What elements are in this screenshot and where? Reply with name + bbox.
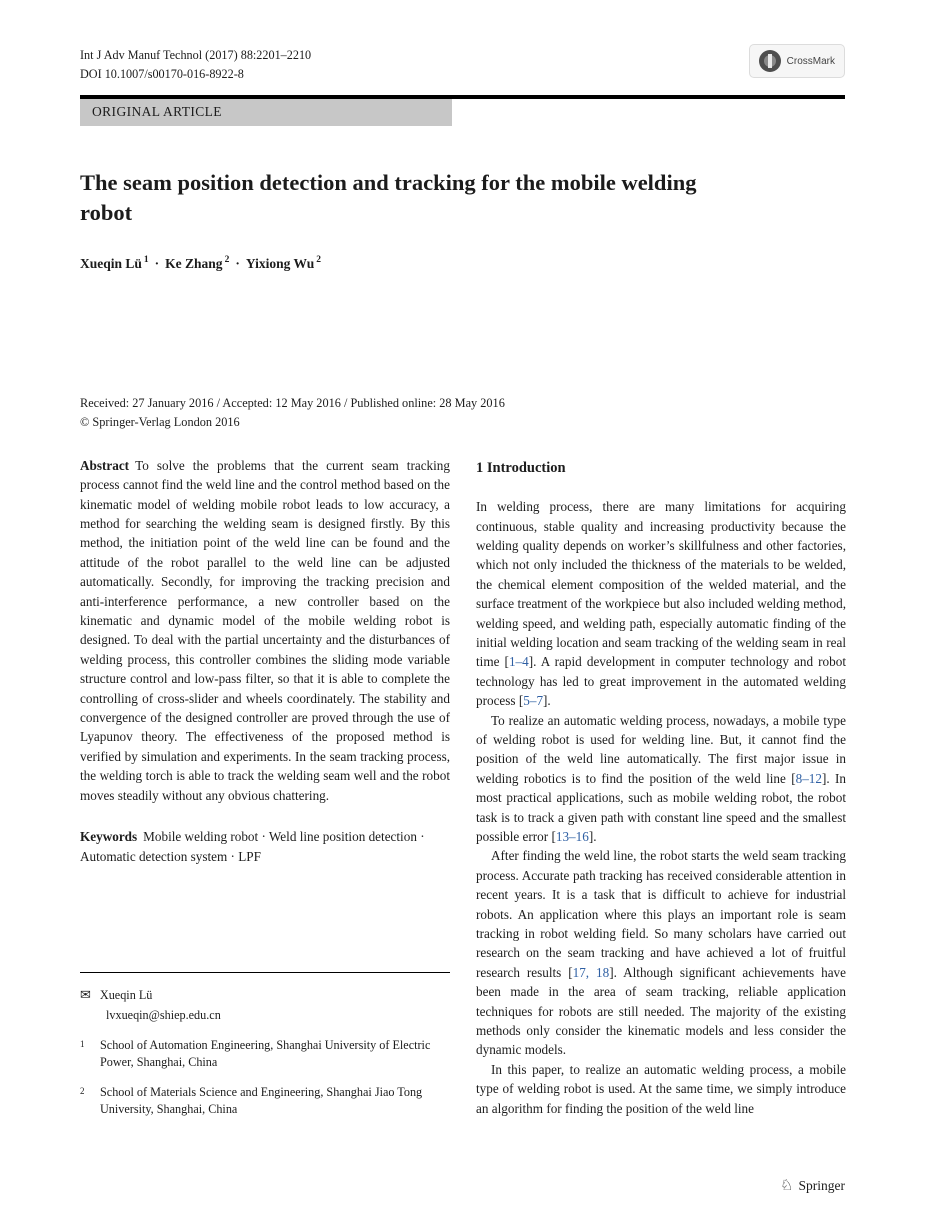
authors-line [80,255,845,272]
keywords-text: Keywords Mobile welding robot · Weld line position detection · Automatic detection system · LPF [80,829,425,864]
intro-paragraph: In this paper, to realize an automatic welding process, a mobile type of welding robot is used. At the same time, we simply introduce an algorithm for finding the position of the weld line [476,1061,846,1116]
author: Yixiong Wu $^2$ [245,255,321,271]
abstract-section [80,456,450,805]
paper-title: The seam position detection and tracking for the mobile welding robot [80,169,697,225]
copyright-line: © Springer-Verlag London 2016 [80,414,240,429]
publisher-footer [780,1178,845,1194]
affiliation-1 [80,1037,450,1071]
affiliation-text: School of Materials Science and Engineering, Shanghai Jiao Tong University, Shanghai, China [100,1084,423,1117]
author: Xueqin Lü $^1$ [80,255,149,271]
affiliation-2 [80,1084,450,1118]
affiliation-text: School of Automation Engineering, Shanghai University of Electric Power, Shanghai, China [100,1037,431,1069]
journal-meta [80,46,311,84]
author: Ke Zhang $^2$ [165,255,230,271]
journal-reference: Int J Adv Manuf Technol (2017) 88:2201–2210 [80,48,312,62]
page-header [80,46,845,84]
correspondence-name: Xueqin Lü [99,987,153,1002]
citation-link[interactable]: 17, 18 [572,964,610,980]
intro-paragraph: After finding the weld line, the robot starts the weld seam tracking process. Accurate path tracking has received considerable attention in recent years. It is a task that is difficult to achieve for industrial robots. An application where this plays an important role is seam tracking in robot welding field. So many scholars have carried out research on the seam tracking and have achieved a lot of fruitful research results [17, 18]. Although significant achievements have been made in the area of seam tracking, reliable application techniques for robots are still needed. The majority of the existing methods only consider the kinematic models and less consider the dynamic models. [476,848,847,1058]
intro-paragraph: In welding process, there are many limitations for acquiring continuous, stable quality and increasing productivity because the welding quality depends on worker’s skillfulness and other factories, which not only included the thickness of the materials to be welded, the chemical element composition of the welded material, and the surface treatment of the workpiece but also included welding method, welding speed, and welding path, especially automatic finding of the initial welding location and seam tracking of the welding seam in real time [1–4]. A rapid development in computer technology and robot technology has led to great improvement in the automated welding process [5–7]. [476,499,846,709]
footnotes-block [80,972,450,1119]
article-type-banner [80,99,452,126]
citation-link[interactable]: 1–4 [508,654,529,670]
affiliation-number: 2 [80,1085,85,1096]
doi: DOI 10.1007/s00170-016-8922-8 [80,66,244,81]
springer-logo-icon: ♘ [780,1177,794,1194]
article-type-label: ORIGINAL ARTICLE [92,103,222,119]
crossmark-icon [759,50,781,72]
abstract-label: Abstract [80,457,130,473]
affiliation-number: 1 [80,1038,85,1049]
received-line: Received: 27 January 2016 / Accepted: 12 May 2016 / Published online: 28 May 2016 [80,395,505,410]
keywords-label: Keywords [80,829,138,845]
author-separator: · [235,255,240,271]
keywords-section [80,827,450,866]
citation-link[interactable]: 13–16 [555,829,589,844]
body-columns [80,456,845,1118]
intro-paragraph: To realize an automatic welding process, nowadays, a mobile type of welding robot is used for welding line. But, it cannot find the position of the weld line automatically. The first major issue in welding robotics is to find the position of the weld line [8–12]. In most practical applications, such as mobile welding robot, the robot task is to track a given path with constant line speed and the smallest possible error [13–16]. [476,712,846,844]
envelope-icon: ✉ [80,986,91,1002]
author-separator: · [154,255,160,271]
left-column [80,456,450,1118]
citation-link[interactable]: 8–12 [795,770,822,786]
crossmark-label: CrossMark [786,55,835,67]
publisher-name: Springer [798,1178,845,1193]
right-column [476,456,846,1118]
crossmark-badge[interactable] [749,44,845,78]
correspondence-row [80,986,450,1004]
dates-block [80,394,845,432]
citation-link[interactable]: 5–7 [523,693,544,709]
correspondence-email[interactable]: lvxueqin@shiep.edu.cn [106,1007,221,1022]
abstract-text: Abstract To solve the problems that the current seam tracking process cannot find the weld line and the control method based on the kinematic model of welding mobile robot leads to low accuracy, a method for searching the welding seam is designed firstly. By this method, the initiation point of the weld line can be found and the attitude of the robot parallel to the weld line can be adjusted automatically. Secondly, for improving the tracking precision and anti-interference performance, a new controller based on the kinematic and dynamic model of the mobile welding robot is designed. To deal with the partial uncertainty and the disturbances of welding process, this controller combines the sliding mode variable structure control and low-pass filter, so that it is able to complete the controlling of cross-slider and wheels coordinately. The stability and convergence of the designed controller are proved through the use of Lyapunov theory. The effectiveness of the proposed method is verified by simulation and experiments. In the seam tracking process, the welding torch is able to track the welding seam well and the robot moves steadily without any obvious chattering. [80,457,450,803]
section-heading-introduction: 1 Introduction [476,459,566,476]
